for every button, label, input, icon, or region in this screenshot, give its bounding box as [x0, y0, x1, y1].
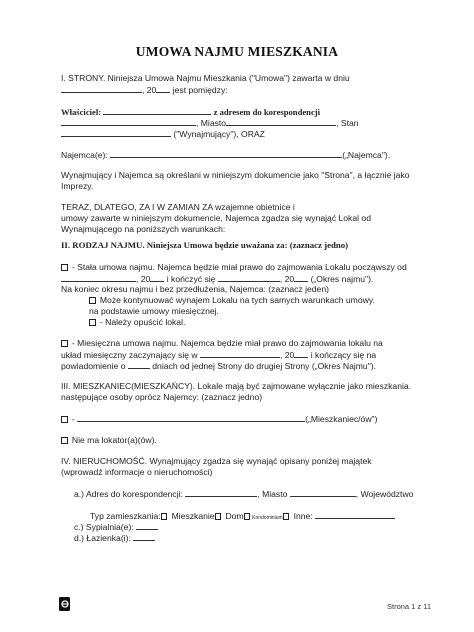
continue-checkbox[interactable]	[89, 297, 96, 304]
whereas-line3: Wynajmującego na poniższych warunkach:	[61, 224, 226, 234]
monthly-lease-start: układ miesięczny zaczynający się w , 20 i kończący się na	[61, 350, 377, 360]
monthly-start-year-blank[interactable]	[294, 349, 308, 358]
section-rodzaj-najmu-heading: II. RODZAJ NAJMU. Niniejsza Umowa będzie uważana za: (zaznacz jedno)	[61, 240, 349, 250]
bathrooms-blank[interactable]	[133, 532, 155, 541]
occupants-blank[interactable]	[77, 413, 305, 422]
property-address-blank[interactable]	[185, 488, 257, 497]
tenant-line: Najemca(e): („Najemca").	[61, 150, 391, 160]
owner-state-blank[interactable]	[61, 128, 171, 137]
monthly-lease-checkbox[interactable]	[61, 340, 68, 347]
year-blank[interactable]	[156, 84, 170, 93]
date-blank[interactable]	[61, 84, 142, 93]
residence-type-checkbox[interactable]	[161, 513, 168, 520]
vacate-checkbox[interactable]	[89, 319, 96, 326]
page-number: Strona 1 z 11	[387, 602, 432, 611]
vacate-option: - Należy opuścić lokal.	[89, 317, 185, 328]
tenant-label: Najemca(e):	[61, 150, 108, 160]
lease-start-blank[interactable]	[61, 273, 136, 282]
lease-end-blank[interactable]	[218, 273, 280, 282]
monthly-start-blank[interactable]	[200, 349, 280, 358]
occupants-checkbox[interactable]	[61, 416, 68, 423]
owner-address-blank[interactable]	[61, 117, 196, 126]
section-strony-line1: I. STRONY. Niniejsza Umowa Najmu Mieszkania ("Umowa") zawarta w dniu	[61, 73, 350, 83]
owner-label: Właściciel:	[61, 107, 102, 117]
lease-start-year-blank[interactable]	[150, 273, 164, 282]
fixed-lease-option: - Stała umowa najmu. Najemca będzie miał prawo do zajmowania Lokalu począwszy od	[61, 262, 407, 273]
bedrooms-line: c.) Sypialnia(e):	[74, 521, 158, 533]
owner-address-line: , Miasto , Stan	[61, 117, 359, 129]
document-title: UMOWA NAJMU MIESZKANIA	[135, 44, 339, 59]
apartment-checkbox[interactable]	[215, 513, 222, 520]
occupants-option: - („Mieszkaniec/ów")	[61, 413, 377, 425]
monthly-lease-notice: powiadomienie o dniach od jednej Strony do drugiej Strony („Okres Najmu").	[61, 361, 377, 371]
parties-paragraph-line2: Imprezy.	[61, 181, 94, 191]
date-line: , 20 jest pomiędzy:	[61, 84, 228, 96]
notice-days-blank[interactable]	[128, 360, 150, 369]
continue-option-line2: na podstawie umowy miesięcznej.	[89, 306, 219, 316]
condo-checkbox[interactable]	[283, 513, 290, 520]
lease-end-year-blank[interactable]	[294, 273, 308, 282]
section-nieruchomosc-line2: (wprowadź informacje o nieruchomości)	[61, 467, 213, 477]
fixed-lease-checkbox[interactable]	[61, 264, 68, 271]
tenant-name-blank[interactable]	[110, 149, 342, 158]
monthly-lease-option: - Miesięczna umowa najmu. Najemca będzie miał prawo do zajmowania lokalu na	[61, 338, 383, 349]
no-occupants-option: Nie ma lokator(a)(ów).	[61, 435, 157, 446]
house-checkbox[interactable]	[244, 513, 251, 520]
owner-address-label: z adresem do korespondencji	[211, 107, 321, 117]
bedrooms-blank[interactable]	[136, 521, 158, 530]
section-mieszkancy-line2: następujące osoby oprócz Najemcy: (zaznacz jedno)	[61, 392, 263, 402]
end-of-term-line: Na koniec okresu najmu i bez przedłużenia, Najemca: (zaznacz jeden)	[61, 284, 329, 294]
property-address-line: a.) Adres do korespondencji: , Miasto , Województwo	[74, 489, 414, 499]
continue-option: Może kontynuować wynajem Lokalu na tych samych warunkach umowy.	[89, 295, 375, 306]
property-city-blank[interactable]	[290, 488, 356, 497]
residence-type-line: Typ zamieszkania: Mieszkanie Dom Kondominium Inne:	[90, 510, 395, 524]
section-mieszkancy-line1: III. MIESZKANIEC(MIESZKAŃCY). Lokale mają być zajmowane wyłącznie jako mieszkania.	[61, 381, 412, 391]
section-nieruchomosc-line1: IV. NIERUCHOMOŚĆ. Wynajmujący zgadza się wynająć opisany poniżej majątek	[61, 456, 372, 466]
landlord-line: ("Wynajmujący"), ORAZ	[61, 128, 265, 140]
document-logo-icon	[59, 597, 70, 611]
fixed-lease-dates: , 20 i kończyć się , 20 („Okres najmu").	[61, 273, 373, 285]
other-type-blank[interactable]	[315, 510, 395, 519]
bathrooms-line: d.) Łazienka(i):	[74, 532, 155, 544]
owner-city-blank[interactable]	[226, 117, 336, 126]
owner-name-blank[interactable]	[103, 106, 211, 115]
parties-paragraph-line1: Wynajmujący i Najemca są określani w niniejszym dokumencie jako "Strona", a łącznie jako	[61, 170, 410, 180]
whereas-line1: TERAZ, DLATEGO, ZA I W ZAMIAN ZA wzajemne obietnice i	[61, 202, 295, 212]
no-occupants-checkbox[interactable]	[61, 437, 68, 444]
whereas-line2: umowy zawarte w niniejszym dokumencie, Najemca zgadza się wynająć Lokal od	[61, 213, 371, 223]
